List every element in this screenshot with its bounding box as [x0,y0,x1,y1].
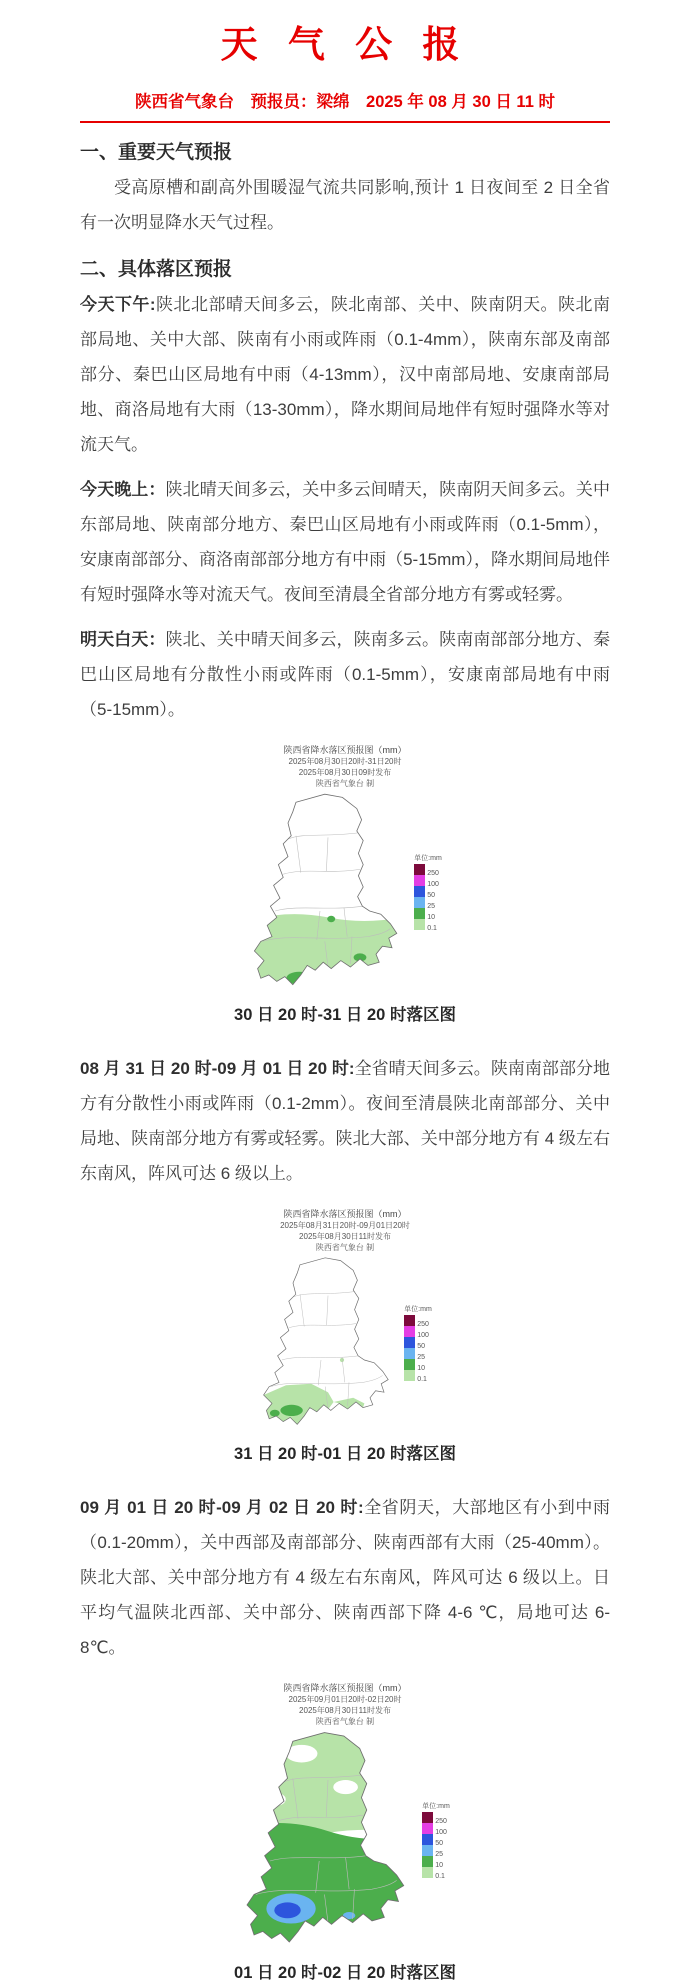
shaanxi-rain-map-1 [248,791,408,991]
legend-unit-label: 单位:mm [422,1802,450,1810]
legend-value: 100 [427,880,439,888]
map2-agency: 陕西省气象台 制 [315,1243,375,1252]
legend-value: 0.1 [427,924,437,932]
weather-bulletin-page [0,14,690,1982]
page-title: 天 气 公 报 [220,24,470,65]
legend-value: 250 [435,1817,447,1825]
legend-color-swatch [414,919,425,930]
legend-value: 100 [417,1332,429,1339]
map3-period: 2025年09月01日20时-02日20时 [288,1695,402,1704]
legend-color-swatch [404,1370,415,1381]
legend-value: 10 [435,1861,443,1869]
legend-value: 25 [435,1850,443,1858]
map1-title: 陕西省降水落区预报图（mm） [283,745,407,755]
legend-unit-label: 单位:mm [404,1306,432,1313]
legend-color-swatch [404,1348,415,1359]
rain-map-figure-2 [80,1209,610,1430]
map1-period: 2025年08月30日20时-31日20时 [288,757,402,766]
legend-value: 250 [427,869,439,877]
legend-value: 10 [417,1365,425,1372]
legend-value: 25 [427,902,435,910]
map3-legend [422,1801,450,1878]
map2-period: 2025年08月31日20时-09月01日20时 [280,1221,410,1230]
legend-color-swatch [404,1359,415,1370]
paragraph-lead: 09 月 01 日 20 时-09 月 02 日 20 时: [80,1498,364,1517]
shaanxi-rain-map-2 [258,1255,398,1430]
map2-legend [404,1304,432,1381]
rain-map-figure-1 [80,745,610,991]
legend-entry [404,1315,429,1326]
paragraph-aug31-sep01 [80,1051,610,1191]
legend-color-swatch [414,886,425,897]
legend-value: 250 [417,1321,429,1328]
legend-value: 25 [417,1354,425,1361]
paragraph-text: 陕北北部晴天间多云，陕北南部、关中、陕南阴天。陕北南部局地、关中大部、陕南有小雨或阵雨（0.1-4mm），陕南东部及南部部分、秦巴山区局地有中雨（4-13mm），汉中南部局地、安康南部局地、商洛局地有大雨（13-30mm），降水期间局地伴有短时强降水等对流天气。 [80,295,610,454]
map2-caption: 31 日 20 时-01 日 20 时落区图 [234,1445,456,1463]
paragraph-text: 陕北、关中晴天间多云，陕南多云。陕南南部部分地方、秦巴山区局地有分散性小雨或阵雨（0.1-5mm），安康南部局地有中雨（5-15mm）。 [80,630,610,719]
legend-color-swatch [422,1834,433,1845]
section-important-heading: 一、重要天气预报 [80,142,233,163]
paragraph-today-afternoon [80,287,610,462]
map1-agency: 陕西省气象台 制 [315,779,375,788]
paragraph-text: 陕北晴天间多云，关中多云间晴天，陕南阴天间多云。关中东部局地、陕南部分地方、秦巴山区局地有小雨或阵雨（0.1-5mm），安康南部部分、商洛南部部分地方有中雨（5-15mm），降水期间局地伴有短时强降水等对流天气。夜间至清晨全省部分地方有雾或轻雾。 [80,480,610,604]
rain-map-figure-3 [80,1683,610,1949]
section-detail-heading: 二、具体落区预报 [80,259,233,280]
legend-entry [414,864,439,875]
legend-color-swatch [414,875,425,886]
byline: 陕西省气象台 预报员：梁绵 2025 年 08 月 30 日 11 时 [80,88,610,123]
map2-header [80,1209,610,1253]
legend-color-swatch [414,897,425,908]
map2-issued: 2025年08月30日11时发布 [299,1232,391,1241]
map1-issued: 2025年08月30日09时发布 [298,768,392,777]
legend-color-swatch [422,1867,433,1878]
paragraph-lead: 08 月 31 日 20 时-09 月 01 日 20 时: [80,1059,355,1078]
map2-title: 陕西省降水落区预报图（mm） [283,1209,407,1219]
legend-value: 100 [435,1828,447,1836]
legend-color-swatch [414,864,425,875]
paragraph-tonight [80,472,610,612]
legend-value: 0.1 [435,1872,445,1880]
shaanxi-rain-map-3 [240,1729,416,1949]
legend-value: 10 [427,913,435,921]
legend-color-swatch [422,1856,433,1867]
legend-color-swatch [422,1845,433,1856]
paragraph-text: 全省晴天间多云。陕南南部部分地方有分散性小雨或阵雨（0.1-2mm）。夜间至清晨陕北南部部分、关中局地、陕南部分地方有雾或轻雾。陕北大部、关中部分地方有 4 级左右东南风，阵风可达 6 级以上。 [80,1059,611,1183]
paragraph-lead: 今天下午: [80,295,156,314]
section-important-body: 受高原槽和副高外围暖湿气流共同影响,预计 1 日夜间至 2 日全省有一次明显降水天气过程。 [80,178,610,232]
legend-entry [422,1812,447,1823]
paragraph-sep01-sep02 [80,1490,610,1665]
legend-color-swatch [404,1315,415,1326]
map3-issued: 2025年08月30日11时发布 [299,1706,391,1715]
paragraph-tomorrow-day [80,622,610,727]
legend-color-swatch [422,1823,433,1834]
paragraph-lead: 明天白天： [80,630,166,649]
map3-caption: 01 日 20 时-02 日 20 时落区图 [234,1964,456,1982]
bulletin-content [80,88,610,1983]
map3-title: 陕西省降水落区预报图（mm） [283,1683,407,1693]
map3-header [80,1683,610,1727]
paragraph-text: 全省阴天，大部地区有小到中雨（0.1-20mm），关中西部及南部部分、陕南西部有大雨（25-40mm）。陕北大部、关中部分地方有 4 级左右东南风，阵风可达 6 级以上。日平均气温陕北西部、关中部分、陕南西部下降 4-6 ℃，局地可达 6-8℃。 [80,1498,611,1657]
legend-color-swatch [414,908,425,919]
legend-color-swatch [422,1812,433,1823]
legend-value: 50 [417,1343,425,1350]
legend-color-swatch [404,1337,415,1348]
paragraph-lead: 今天晚上： [80,480,166,499]
legend-value: 50 [427,891,435,899]
map3-agency: 陕西省气象台 制 [315,1717,375,1726]
map1-caption: 30 日 20 时-31 日 20 时落区图 [234,1006,456,1024]
legend-color-swatch [404,1326,415,1337]
legend-unit-label: 单位:mm [414,854,442,862]
map1-legend [414,853,442,930]
legend-value: 0.1 [417,1376,427,1383]
map1-header [80,745,610,789]
legend-value: 50 [435,1839,443,1847]
